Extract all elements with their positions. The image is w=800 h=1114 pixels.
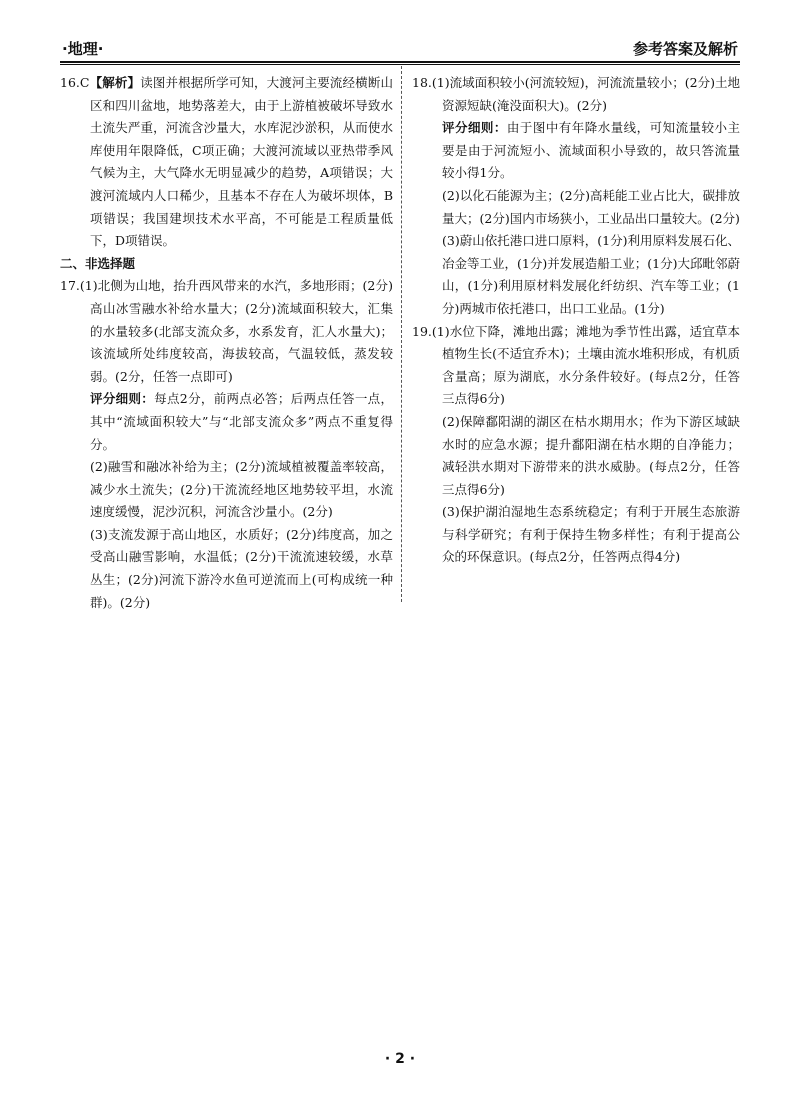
question-number: 19. [412, 323, 432, 339]
question-number: 17. [60, 278, 80, 294]
scoring-rule-text: 每点2分，前两点必答；后两点任答一点，其中“流域面积较大”与“北部支流众多”两点不重复得分。 [90, 391, 393, 452]
answer-16 [60, 72, 393, 253]
answer-text: (1)流域面积较小(河流较短)，河流流量较小；(2分)土地资源短缺(淹没面积大)。(2分) [431, 75, 740, 113]
right-column [412, 72, 740, 569]
answer-17-part-2: (2)融雪和融冰补给为主；(2分)流域植被覆盖率较高，减少水土流失；(2分)干流流经地区地势较平坦，水流速度缓慢，泥沙沉积，河流含沙量小。(2分) [90, 459, 393, 520]
answer-18-part-2: (2)以化石能源为主；(2分)高耗能工业占比大，碳排放量大；(2分)国内市场狭小，工业品出口量较大。(2分) [442, 187, 740, 226]
scoring-rule-label: 评分细则： [442, 120, 507, 136]
answer-text: (1)水位下降，滩地出露；滩地为季节性出露，适宜草本植物生长(不适宜乔木)；土壤由流水堆积形成，有机质含量高；原为湖底，水分条件较好。(每点2分，任答三点得6分) [431, 323, 740, 407]
analysis-tag: 【解析】 [89, 75, 141, 90]
answer-19-part-2: (2)保障鄱阳湖的湖区在枯水期用水；作为下游区域缺水时的应急水源；提升鄱阳湖在枯水期的自净能力；减轻洪水期对下游带来的洪水威胁。(每点2分，任答三点得6分) [442, 413, 740, 497]
answer-18-part-1 [412, 72, 740, 117]
scoring-rule-18 [412, 117, 740, 185]
page-title: 参考答案及解析 [632, 40, 738, 58]
column-divider [401, 66, 402, 602]
answer-18-part-3: (3)蔚山依托港口进口原料，(1分)利用原料发展石化、冶金等工业，(1分)并发展造船工业；(1分)大邱毗邻蔚山，(1分)利用原材料发展化纤纺织、汽车等工业；(1分)两城市依托港口，出口工业品。(1分) [442, 233, 740, 316]
header-rule [60, 61, 740, 63]
scoring-rule-text: 由于图中有年降水量线，可知流量较小主要是由于河流短小、流域面积小导致的，故只答流量较小得1分。 [442, 120, 740, 181]
section-heading: 二、非选择题 [60, 255, 136, 271]
page-number: · 2 · [384, 1051, 416, 1067]
header-rule-thin [60, 64, 740, 65]
answer-text: 读图并根据所学可知，大渡河主要流经横断山区和四川盆地，地势落差大，由于上游植被破坏导致水土流失严重，河流含沙量大，水库泥沙淤积，从而使水库使用年限降低，C项正确；大渡河流域以亚热带季风气候为主，大气降水无明显减少的趋势，A项错误；大渡河流域内人口稀少，且基本不存在人为破坏坝体，B项错误；我国建坝技术水平高，不可能是工程质量低下，D项错误。 [90, 75, 393, 249]
answer-17-part-3: (3)支流发源于高山地区，水质好；(2分)纬度高，加之受高山融雪影响，水温低；(2分)干流流速较缓，水草丛生；(2分)河流下游冷水鱼可逆流而上(可构成统一种群)。(2分) [90, 526, 393, 610]
scoring-rule-17 [60, 388, 393, 456]
answer-19-part-1 [412, 321, 740, 411]
page-header [60, 36, 740, 60]
scoring-rule-label: 评分细则： [90, 391, 155, 407]
answer-text: (1)北侧为山地，抬升西风带来的水汽，多地形雨；(2分)高山冰雪融水补给水量大；(2分)流域面积较大，汇集的水量较多(北部支流众多，水系发育，汇人水量大)；该流域所处纬度较高，海拔较高，气温较低，蒸发较弱。(2分，任答一点即可) [79, 278, 393, 384]
answer-19-part-3: (3)保护湖泊湿地生态系统稳定；有利于开展生态旅游与科学研究；有利于保持生物多样性；有利于提高公众的环保意识。(每点2分，任答两点得4分) [442, 504, 740, 565]
subject-label: ·地理· [62, 40, 104, 58]
left-column [60, 72, 393, 614]
question-number: 16.C [60, 75, 90, 90]
answer-17-part-1 [60, 275, 393, 388]
question-number: 18. [412, 75, 432, 90]
